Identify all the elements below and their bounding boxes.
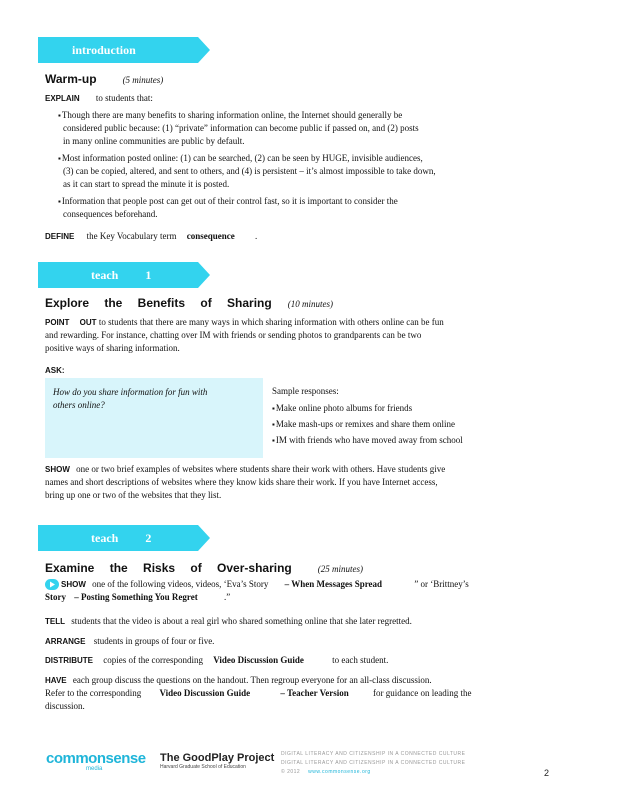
define-line [45,230,257,243]
text: to each student. [332,655,389,665]
ask-keyword: ASK: [45,366,65,375]
project-subtitle: Harvard Graduate School of Education [160,764,246,770]
keyword: ARRANGE [45,637,86,646]
footer-url[interactable]: www.commonsense.org [308,769,371,775]
text: one of the following videos, videos, ‘Eva’s Story [92,579,269,589]
duration: (10 minutes) [287,299,333,309]
text: to students that there are many ways in which sharing information with others online can be fun [98,317,444,327]
goodplay-logo [160,752,274,770]
commonsense-logo [46,750,146,772]
sample-item [272,434,463,447]
logo-text: commonsense [46,750,146,767]
keyword: TELL [45,617,65,626]
bullet-icon: ▪ [272,436,275,445]
bullet-icon: ▪ [272,404,275,413]
bullet-icon: ▪ [58,197,61,206]
text: Refer to the corresponding [45,688,142,698]
vocab-term: consequence [186,231,235,241]
section-banner-introduction [38,37,198,63]
text: others online? [53,400,105,410]
text: ” or ‘Brittney’s [414,579,469,589]
keyword: POINT OUT [45,318,97,327]
keyword: DEFINE [45,232,75,241]
banner-number: 1 [145,268,152,282]
point-out-paragraph [45,316,545,355]
page-footer [38,744,598,784]
text: Make mash-ups or remixes and share them online [275,419,456,429]
text: as it can start to spread the minute it is posted. [63,179,230,189]
text: bring up one or two of the websites that they list. [45,490,222,500]
section-banner-teach-2 [38,525,198,551]
text: one or two brief examples of websites where students share their work with others. Have students give [76,464,446,474]
banner-arrow [198,525,210,551]
heading-text: Explore the Benefits of Sharing [45,296,272,310]
text: students that the video is about a real girl who shared something online that she later regretted. [71,616,412,626]
text: students in groups of four or five. [93,636,215,646]
keyword: EXPLAIN [45,94,80,103]
heading-text: Examine the Risks of Over-sharing [45,561,292,575]
play-video-icon[interactable] [45,579,59,590]
bullet-item [58,195,528,221]
section-banner-teach-1 [38,262,198,288]
keyword: HAVE [45,676,67,685]
video-title: Story [45,592,66,602]
text: positive ways of sharing information. [45,343,180,353]
distribute-line [45,654,388,667]
heading-text: Warm-up [45,72,97,86]
handout-title: Video Discussion Guide [213,655,304,665]
intro-bullets [58,109,528,221]
course-info [281,750,511,777]
explain-line [45,92,153,105]
text: Most information posted online: (1) can be searched, (2) can be seen by HUGE, invisible audiences, [61,153,423,163]
banner-number: 2 [145,531,152,545]
teach1-heading [45,294,333,312]
banner-arrow [198,37,210,63]
arrange-line [45,635,214,648]
text: How do you share information for fun with [53,387,208,397]
show-videos-paragraph [45,578,575,604]
keyword: DISTRIBUTE [45,656,93,665]
teach2-heading [45,559,363,577]
sample-item [272,402,463,415]
course-line: DIGITAL LITERACY AND CITIZENSHIP IN A CONNECTED CULTURE [281,760,466,766]
bullet-icon: ▪ [272,420,275,429]
duration: (25 minutes) [317,564,363,574]
text: each group discuss the questions on the handout. Then regroup everyone for an all-class discussion. [72,675,432,685]
ask-question-box [45,378,263,458]
bullet-icon: ▪ [58,154,61,163]
page-number: 2 [544,768,550,778]
sample-label: Sample responses: [272,386,339,396]
text: considered public because: (1) “private” information can become public if passed on, and (2) posts [63,123,419,133]
show-paragraph-teach1 [45,463,565,502]
copyright: © 2012 [281,769,301,775]
banner-label: teach [91,268,119,282]
ask-question [45,378,263,412]
video-title: – Posting Something You Regret [74,592,198,602]
text: IM with friends who have moved away from school [275,435,463,445]
text: . [254,231,258,241]
text: consequences beforehand. [63,209,158,219]
keyword: SHOW [61,580,86,589]
course-line: DIGITAL LITERACY AND CITIZENSHIP IN A CONNECTED CULTURE [281,751,466,757]
banner-label: introduction [72,43,136,57]
logo-subtext: media [86,766,103,772]
text: in many online communities are public by default. [63,136,245,146]
sample-responses [272,385,463,447]
banner-arrow [198,262,210,288]
project-title: The GoodPlay Project [160,752,275,764]
video-title: – When Messages Spread [284,579,383,589]
text: .” [224,592,231,602]
banner-label: teach [91,531,119,545]
warmup-heading [45,70,163,88]
text: discussion. [45,701,85,711]
handout-title: – Teacher Version [280,688,349,698]
handout-title: Video Discussion Guide [159,688,251,698]
duration: (5 minutes) [122,75,164,85]
bullet-item [58,152,528,191]
text: (3) can be copied, altered, and sent to others, and (4) is persistent – it’s almost impossible to take down, [63,166,436,176]
text: Make online photo albums for friends [275,403,413,413]
text: to students that: [95,93,153,103]
sample-item [272,418,463,431]
text: Information that people post can get out of their control fast, so it is important to consider the [61,196,398,206]
text: and rewarding. For instance, chatting over IM with friends or sending photos to grandparents can be two [45,330,422,340]
have-paragraph [45,674,575,713]
keyword: SHOW [45,465,70,474]
text: the Key Vocabulary term [86,231,177,241]
text: names and short descriptions of websites where they know kids share their work. If you have Internet access, [45,477,438,487]
tell-line [45,615,412,628]
text: copies of the corresponding [103,655,203,665]
text: Though there are many benefits to sharing information online, the Internet should generally be [61,110,403,120]
bullet-item [58,109,528,148]
bullet-icon: ▪ [58,111,61,120]
text: for guidance on leading the [373,688,472,698]
